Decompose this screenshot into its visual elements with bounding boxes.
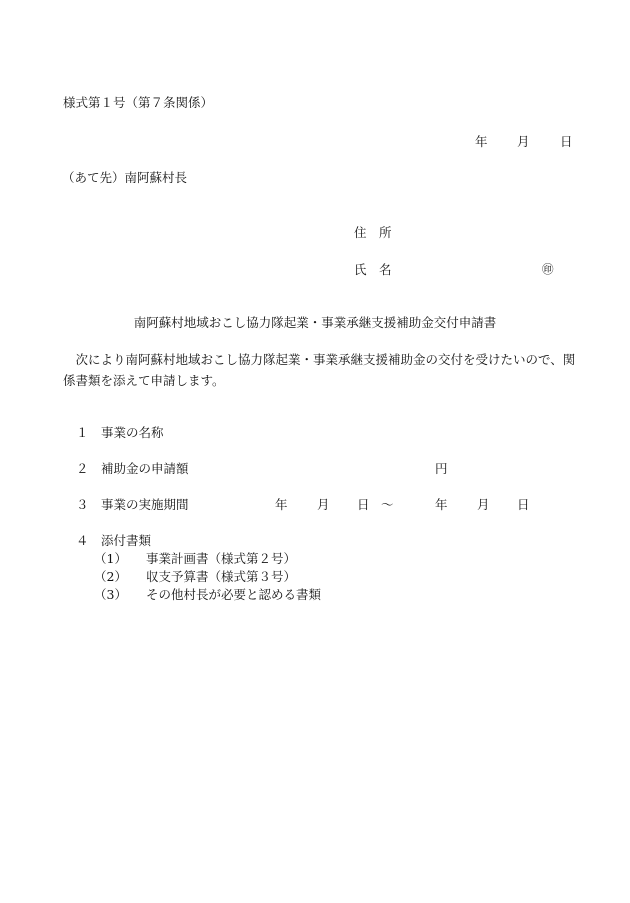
item-2-number: ２: [76, 461, 89, 476]
item-3-number: ３: [76, 497, 89, 512]
body-paragraph: 次により南阿蘇村地域おこし協力隊起業・事業承継支援補助金の交付を受けたいので、関係書類を添えて申請します。: [63, 352, 576, 389]
date-day: 日: [560, 134, 573, 149]
attachment-1-number: （1）: [94, 551, 127, 566]
attachment-1-label: 事業計画書（様式第２号）: [146, 551, 297, 566]
period-start-month: 月: [317, 497, 330, 512]
period-end-year: 年: [435, 497, 448, 512]
attachment-2-label: 収支予算書（様式第３号）: [146, 569, 297, 584]
applicant-address-label: 住 所: [354, 225, 392, 240]
seal-mark: ㊞: [542, 262, 554, 276]
item-3-label: 事業の実施期間: [101, 497, 189, 512]
attachment-3-number: （3）: [94, 587, 127, 602]
item-1-number: １: [76, 425, 89, 440]
item-4-label: 添付書類: [101, 533, 152, 548]
period-end-month: 月: [477, 497, 490, 512]
attachment-2-number: （2）: [94, 569, 127, 584]
applicant-name-label: 氏 名: [354, 262, 392, 277]
period-start-day: 日: [357, 497, 370, 512]
period-separator: ～: [381, 497, 394, 512]
attachment-3-label: その他村長が必要と認める書類: [146, 587, 322, 602]
item-1-label: 事業の名称: [101, 425, 164, 440]
period-start-year: 年: [275, 497, 288, 512]
item-2-label: 補助金の申請額: [101, 461, 189, 476]
date-year: 年: [475, 134, 488, 149]
yen-unit: 円: [435, 461, 448, 476]
document-title: 南阿蘇村地域おこし協力隊起業・事業承継支援補助金交付申請書: [133, 315, 497, 330]
implementation-period: [0, 497, 630, 517]
form-number: 様式第１号（第７条関係）: [63, 95, 214, 110]
date-month: 月: [517, 134, 530, 149]
addressee: （あて先）南阿蘇村長: [62, 170, 188, 185]
item-4-number: ４: [76, 533, 89, 548]
period-end-day: 日: [517, 497, 530, 512]
